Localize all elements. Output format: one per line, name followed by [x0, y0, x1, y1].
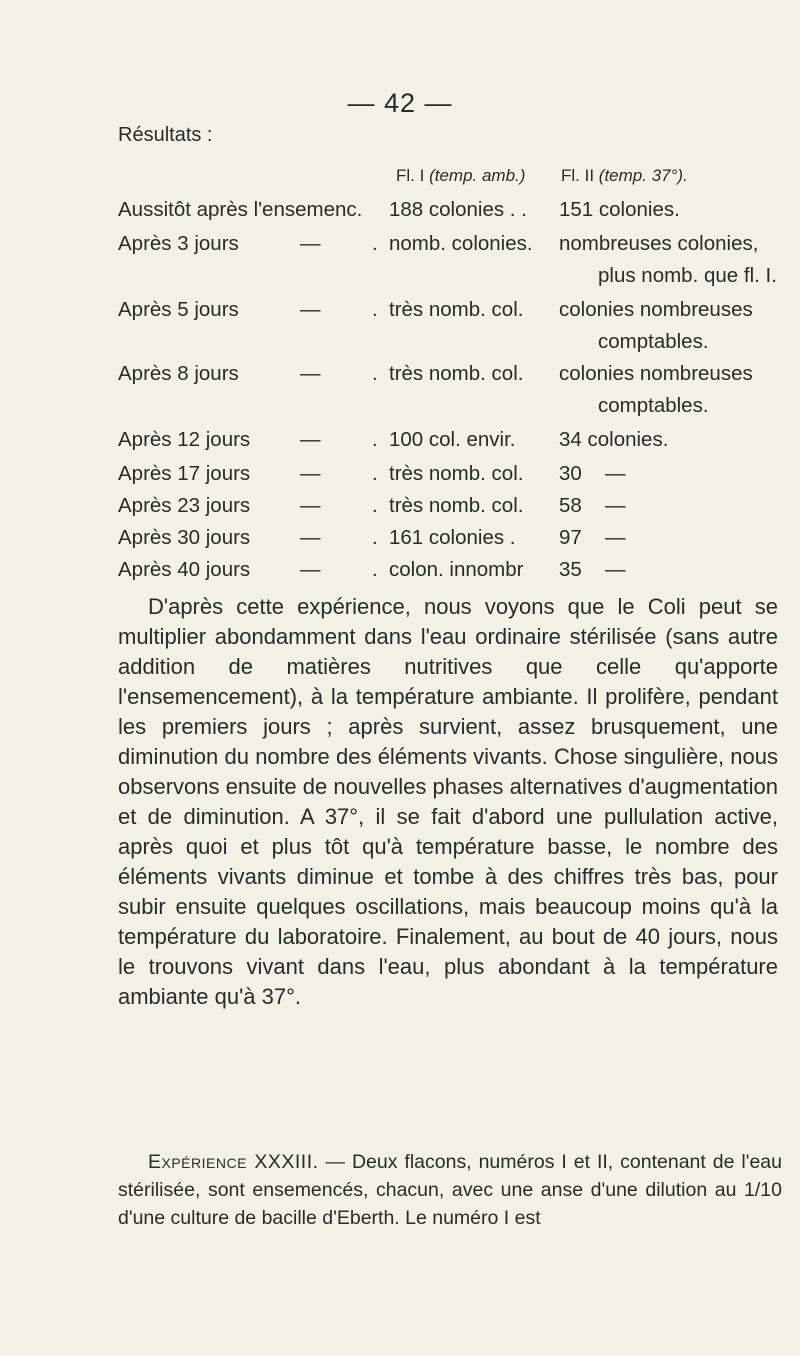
row-dot: .	[372, 558, 378, 581]
results-label: Résultats :	[118, 124, 213, 146]
paragraph-text: D'après cette expérience, nous voyons que le Coli peut se multiplier abondamment dans l'eau ordinaire stérilisée (sans autre addition de matières nutritives que celle qu'apporte l'ensemencement), à la température ambiante. Il prolifère, pendant les premiers jours ; après survient, assez brusquement, une diminution du nombre des éléments vivants. Chose singulière, nous observons ensuite de nouvelles phases alternatives d'augmentation et de diminution. A 37°, il se fait d'abord une pullulation active, après quoi et plus tôt qu'à température basse, le nombre des éléments vivants diminue et tombe à des chiffres très bas, pour subir ensuite quelques oscillations, mais beaucoup moins qu'à la température du laboratoire. Finalement, au bout de 40 jours, nous le trouvons vivant dans l'eau, plus abondant à la température ambiante qu'à 37°.	[118, 594, 778, 1009]
flask-2-ditto: —	[605, 462, 626, 485]
row-dash: —	[300, 558, 321, 581]
row-label: Après 8 jours	[118, 362, 239, 385]
flask-1-value: très nomb. col.	[389, 494, 524, 517]
flask-1-value: colon. innombr	[389, 558, 524, 581]
flask-1-note: (temp. amb.)	[429, 166, 526, 185]
row-dot: .	[372, 298, 378, 321]
row-dash: —	[300, 494, 321, 517]
row-label: Aussitôt après l'ensemenc.	[118, 198, 363, 221]
flask-2-value: 151 colonies.	[559, 198, 680, 221]
row-dot: .	[372, 232, 378, 255]
flask-2-ditto: —	[605, 494, 626, 517]
flask-1-value: 161 colonies .	[389, 526, 516, 549]
flask-1-value: très nomb. col.	[389, 298, 524, 321]
row-dash: —	[300, 232, 321, 255]
row-label: Après 30 jours	[118, 526, 251, 549]
flask-1-value: nomb. colonies.	[389, 232, 533, 255]
flask-2-value-continued: comptables.	[598, 330, 709, 353]
row-dash: —	[300, 428, 321, 451]
page-number: — 42 —	[347, 88, 453, 118]
row-label: Après 12 jours	[118, 428, 251, 451]
flask-2-value: colonies nombreuses	[559, 362, 753, 385]
row-dot: .	[372, 428, 378, 451]
row-dot: .	[372, 362, 378, 385]
flask-1-value: très nomb. col.	[389, 362, 524, 385]
experiment-paragraph	[118, 1148, 782, 1232]
experiment-title: Expérience XXXIII.	[148, 1151, 319, 1173]
flask-2-value: 34 colonies.	[559, 428, 669, 451]
flask-1-value: très nomb. col.	[389, 462, 524, 485]
flask-2-value: nombreuses colonies,	[559, 232, 759, 255]
flask-2-value-continued: plus nomb. que fl. I.	[598, 264, 777, 287]
flask-2-value: colonies nombreuses	[559, 298, 753, 321]
row-dash: —	[300, 362, 321, 385]
flask-2-note: (temp. 37°).	[598, 166, 688, 185]
row-dot: .	[372, 494, 378, 517]
row-label: Après 40 jours	[118, 558, 251, 581]
flask-2-value: 30	[559, 462, 582, 485]
row-dash: —	[300, 526, 321, 549]
row-dot: .	[372, 462, 378, 485]
column-header-flask-1	[396, 166, 525, 186]
flask-2-value: 97	[559, 526, 582, 549]
flask-2-ditto: —	[605, 558, 626, 581]
row-dot: .	[372, 526, 378, 549]
row-label: Après 5 jours	[118, 298, 239, 321]
flask-1-value: 100 col. envir.	[389, 428, 516, 451]
row-label: Après 3 jours	[118, 232, 239, 255]
main-paragraph	[118, 592, 778, 1012]
row-dash: —	[300, 462, 321, 485]
flask-1-label: Fl. I	[396, 166, 425, 185]
row-dash: —	[300, 298, 321, 321]
column-header-flask-2	[561, 166, 688, 186]
row-label: Après 23 jours	[118, 494, 251, 517]
flask-2-label: Fl. II	[561, 166, 595, 185]
experiment-text: — Deux flacons, numéros I et II, contenant de l'eau stérilisée, sont ensemencés, chacun, avec une anse d'une dilution au 1/10 d'une culture de bacille d'Eberth. Le numéro I est	[118, 1151, 782, 1229]
flask-2-value: 35	[559, 558, 582, 581]
flask-2-value: 58	[559, 494, 582, 517]
row-label: Après 17 jours	[118, 462, 251, 485]
flask-2-value-continued: comptables.	[598, 394, 709, 417]
flask-1-value: 188 colonies . .	[389, 198, 527, 221]
flask-2-ditto: —	[605, 526, 626, 549]
